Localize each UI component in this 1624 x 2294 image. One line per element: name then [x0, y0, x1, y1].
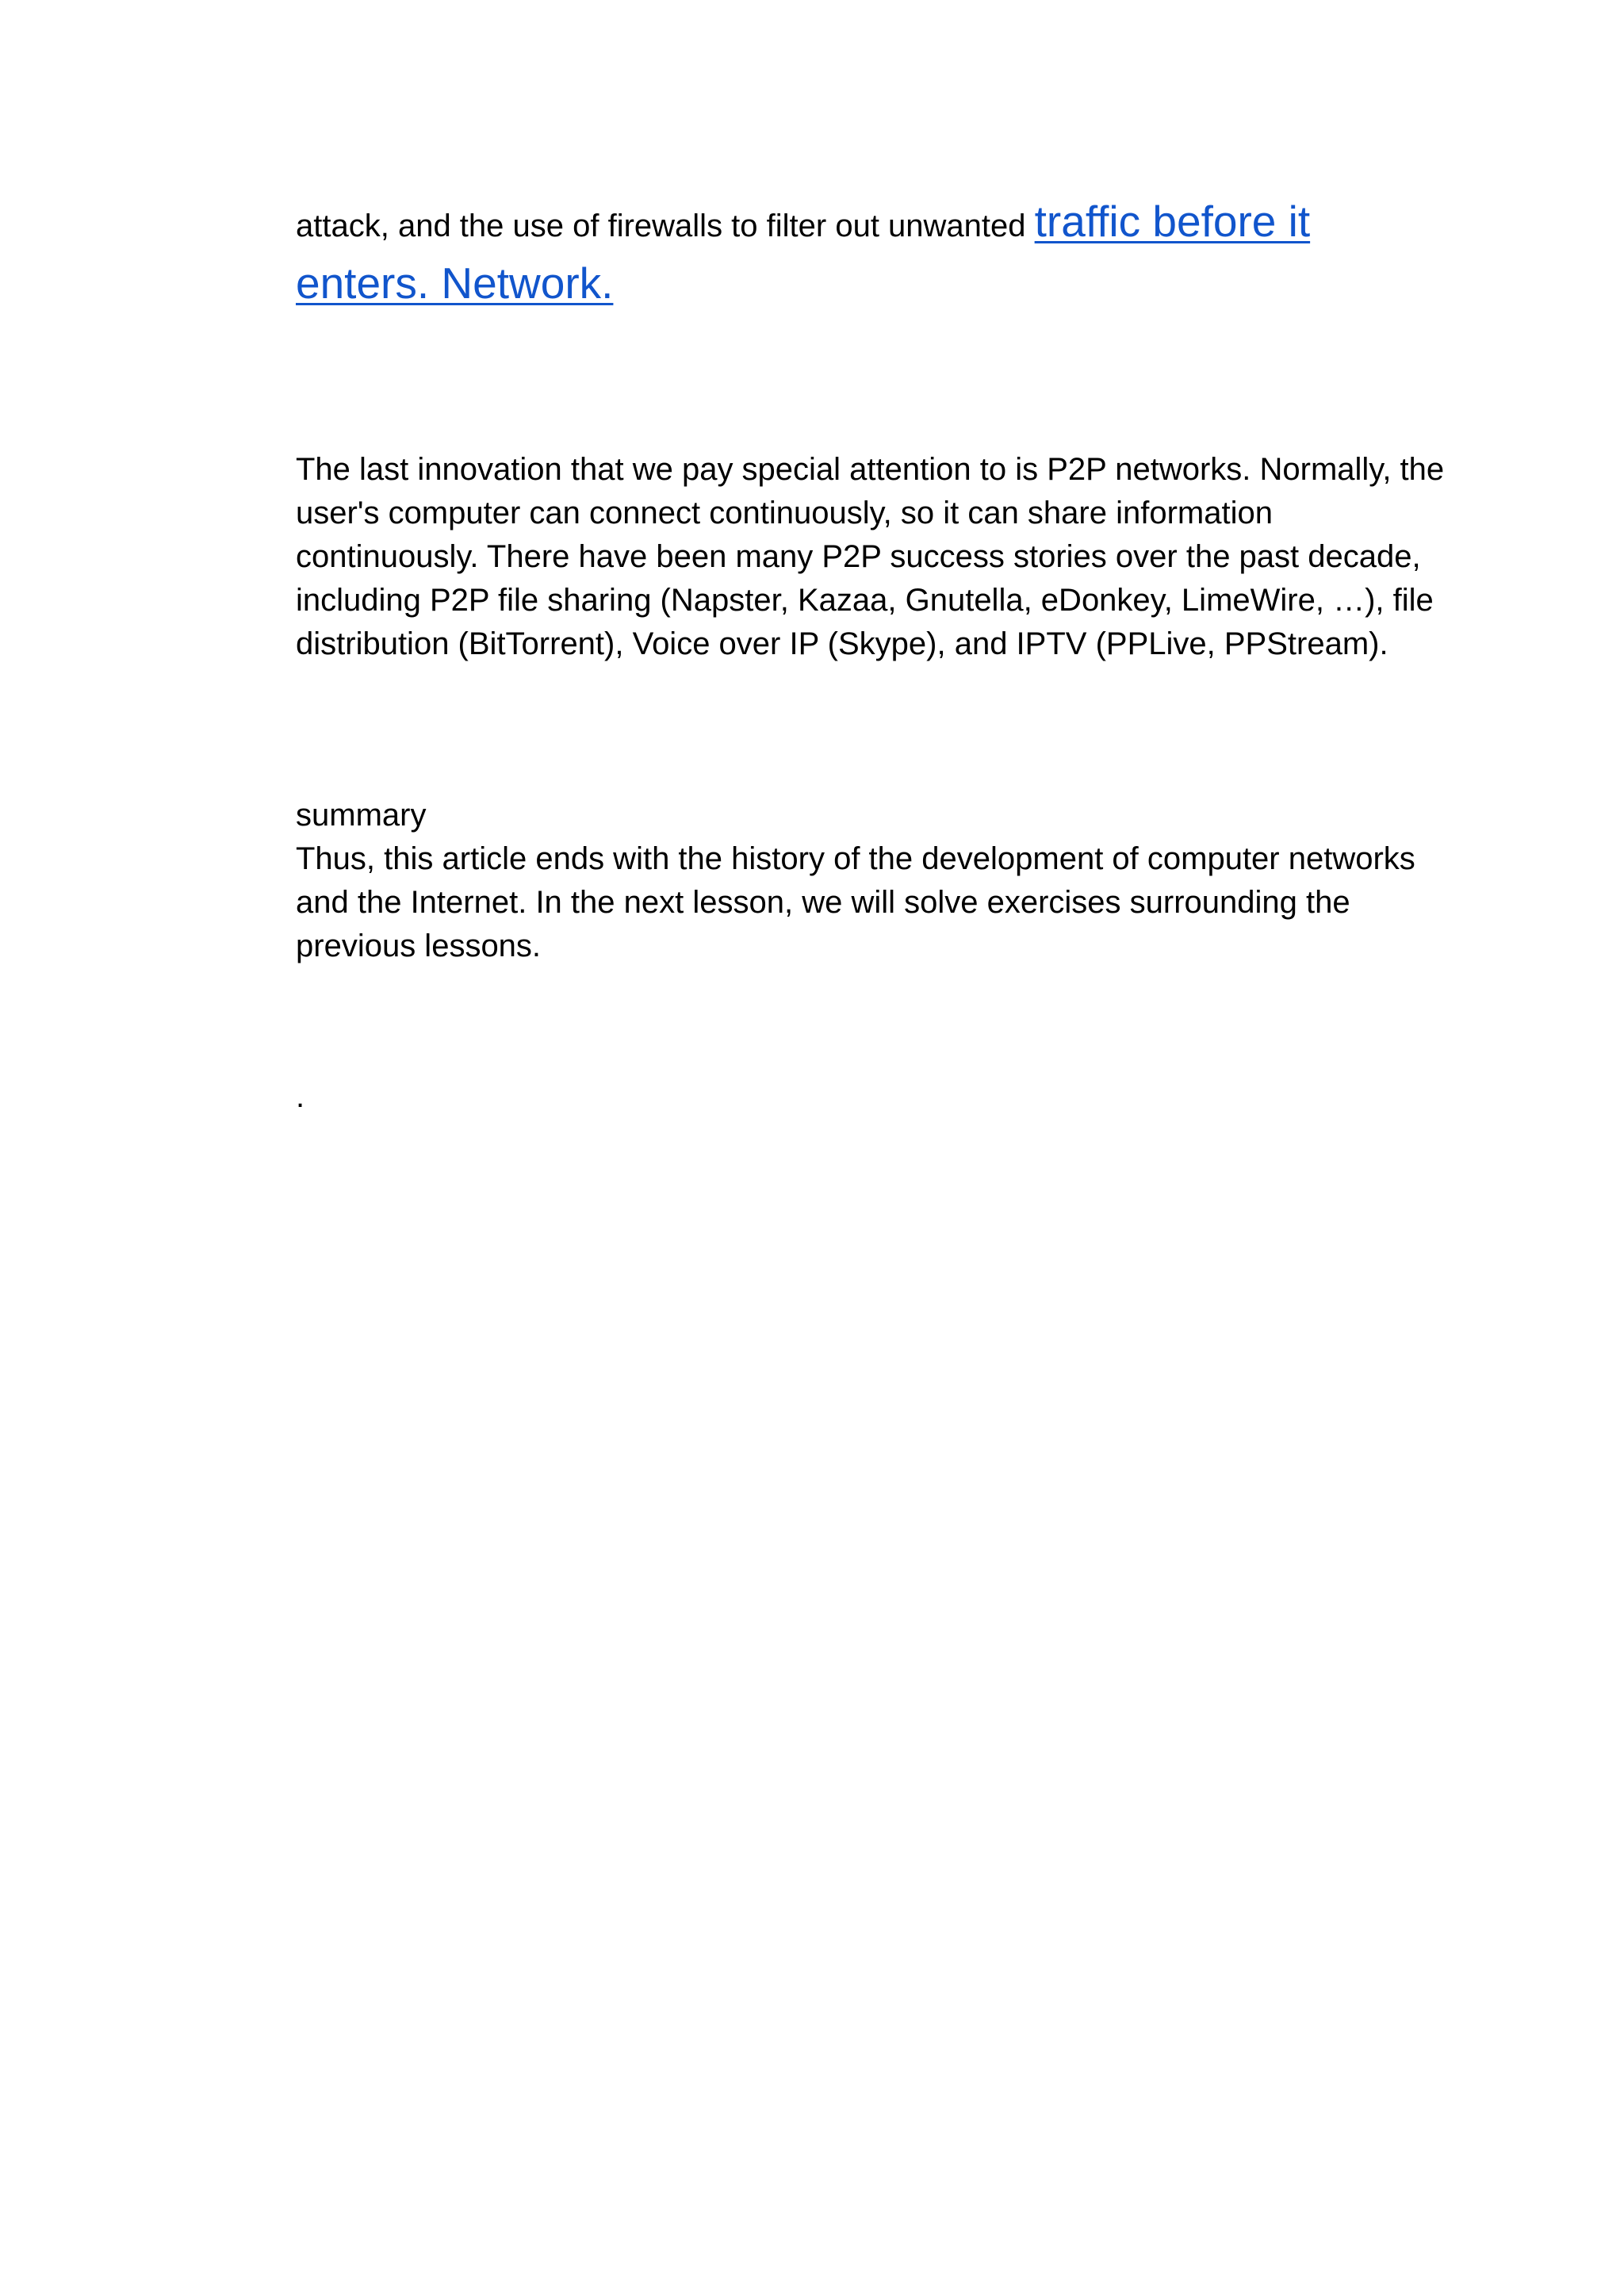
paragraph-firewalls — [296, 193, 1454, 316]
traffic-link[interactable]: traffic before it enters. Network. — [296, 197, 1311, 308]
paragraph-firewalls-text: attack, and the use of firewalls to filter out unwanted — [296, 209, 1035, 243]
summary-paragraph: Thus, this article ends with the history of the development of computer networks and the Internet. In the next lesson, we will solve exercises surrounding the previous lessons. — [296, 841, 1415, 963]
paragraph-p2p: The last innovation that we pay special attention to is P2P networks. Normally, the user's computer can connect continuously, so it can share information continuously. There have been many P2P success stories over the past decade, including P2P file sharing (Napster, Kazaa, Gnutella, eDonkey, LimeWire, …), file distribution (BitTorrent), Voice over IP (Skype), and IPTV (PPLive, PPStream). — [296, 452, 1445, 661]
trailing-period: . — [296, 1079, 305, 1114]
summary-heading: summary — [296, 798, 427, 833]
